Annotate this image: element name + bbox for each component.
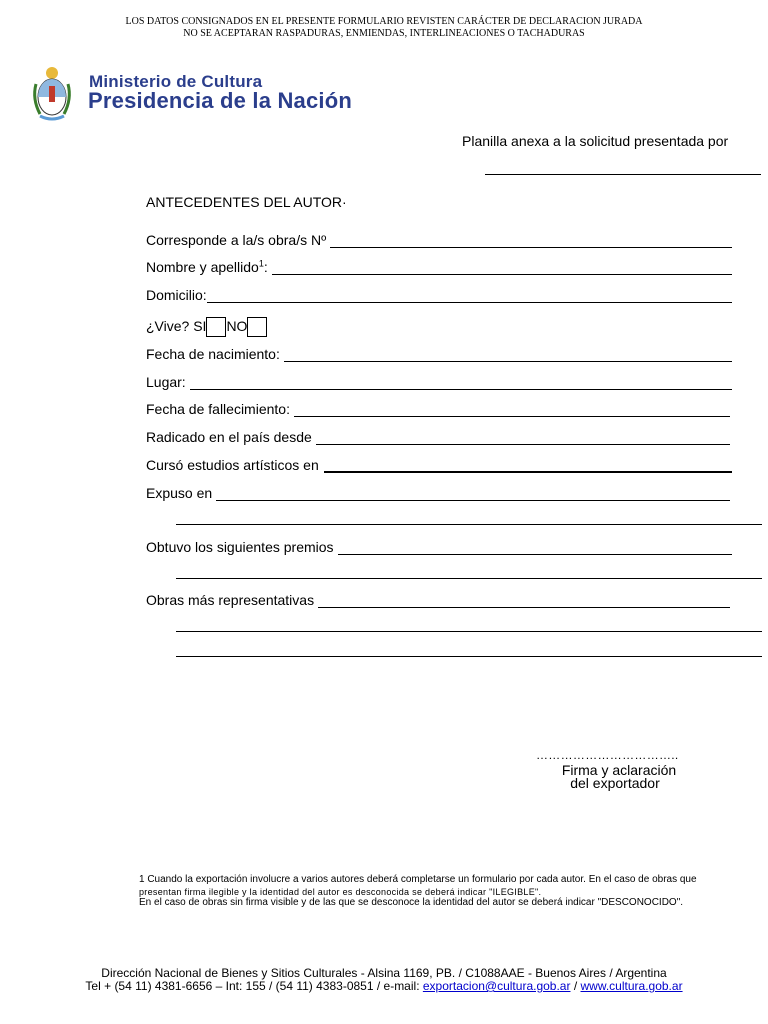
- footnote-line2: presentan firma ilegible y la identidad del autor es desconocida se deberá indicar "ILEGIBLE".: [139, 887, 542, 897]
- domicilio-field[interactable]: [146, 287, 732, 303]
- signature-dots[interactable]: ……………………………..: [536, 748, 679, 762]
- vive-field: [146, 315, 267, 337]
- address-line1: Dirección Nacional de Bienes y Sitios Culturales - Alsina 1169, PB. / C1088AAE - Buenos Aires / Argentina: [101, 966, 667, 980]
- premios-extra-line[interactable]: [176, 578, 762, 579]
- obras-extra-line-2[interactable]: [176, 656, 762, 657]
- logo-presidency-name: Presidencia de la Nación: [88, 88, 353, 113]
- expuso-label: Expuso en: [146, 485, 213, 501]
- obras-input-line[interactable]: [318, 593, 730, 608]
- premios-field[interactable]: [146, 539, 732, 555]
- logo-ministry-name: Ministerio de Cultura: [89, 72, 263, 91]
- nombre-label: Nombre y apellido$^1$:: [146, 258, 268, 275]
- nacimiento-input-line[interactable]: [284, 347, 732, 362]
- expuso-extra-line[interactable]: [176, 524, 762, 525]
- obras-label: Obras más representativas: [146, 592, 315, 608]
- website-link[interactable]: www.cultura.gob.ar: [580, 979, 683, 993]
- obras-field[interactable]: [146, 592, 730, 608]
- address-separator: /: [573, 979, 578, 993]
- planilla-label: Planilla anexa a la solicitud presentada por: [462, 133, 729, 149]
- vive-label: ¿Vive? SI: [146, 318, 207, 334]
- section-title: ANTECEDENTES DEL AUTOR·: [146, 194, 347, 210]
- signature-label-line2: del exportador: [570, 775, 660, 791]
- vive-no-label: NO: [226, 318, 248, 334]
- declaration-notice-line2: NO SE ACEPTARAN RASPADURAS, ENMIENDAS, INTERLINEACIONES O TACHADURAS: [183, 28, 585, 39]
- lugar-label: Lugar:: [146, 374, 186, 390]
- fallecimiento-label: Fecha de fallecimiento:: [146, 401, 290, 417]
- radicado-field[interactable]: [146, 429, 730, 445]
- expuso-input-line[interactable]: [216, 486, 730, 501]
- estudios-input-line[interactable]: [324, 457, 732, 473]
- vive-no-checkbox[interactable]: [247, 317, 267, 337]
- obra-field[interactable]: [146, 232, 732, 248]
- argentina-coat-of-arms-icon: [30, 64, 74, 124]
- nombre-field[interactable]: [146, 259, 732, 275]
- signature-label-line1: Firma y aclaración: [561, 762, 677, 778]
- premios-label: Obtuvo los siguientes premios: [146, 539, 334, 555]
- expuso-field[interactable]: [146, 485, 730, 501]
- nombre-input-line[interactable]: [272, 260, 732, 275]
- nacimiento-field[interactable]: [146, 346, 732, 362]
- nacimiento-label: Fecha de nacimiento:: [146, 346, 280, 362]
- estudios-label: Cursó estudios artísticos en: [146, 457, 319, 473]
- premios-input-line[interactable]: [338, 540, 732, 555]
- fallecimiento-input-line[interactable]: [294, 402, 730, 417]
- obras-extra-line-1[interactable]: [176, 631, 762, 632]
- lugar-field[interactable]: [146, 374, 732, 390]
- vive-si-checkbox[interactable]: [206, 317, 226, 337]
- fallecimiento-field[interactable]: [146, 401, 730, 417]
- radicado-input-line[interactable]: [316, 430, 730, 445]
- email-link[interactable]: exportacion@cultura.gob.ar: [422, 979, 571, 993]
- footnote-line3: En el caso de obras sin firma visible y de las que se desconoce la identidad del autor se deberá indicar "DESCONOCIDO".: [139, 897, 684, 908]
- solicitud-presentada-por-field[interactable]: [485, 174, 761, 175]
- radicado-label: Radicado en el país desde: [146, 429, 312, 445]
- address-phone-text: Tel + (54 11) 4381-6656 – Int: 155 / (54 11) 4383-0851 / e-mail:: [85, 979, 420, 993]
- domicilio-label: Domicilio:: [146, 287, 207, 303]
- obra-input-line[interactable]: [330, 233, 732, 248]
- obra-label: Corresponde a la/s obra/s Nº: [146, 232, 327, 248]
- declaration-notice-line1: LOS DATOS CONSIGNADOS EN EL PRESENTE FORMULARIO REVISTEN CARÁCTER DE DECLARACION JURADA: [125, 16, 643, 27]
- lugar-input-line[interactable]: [190, 375, 732, 390]
- domicilio-input-line[interactable]: [207, 288, 732, 303]
- footnote-line1: 1 Cuando la exportación involucre a varios autores deberá completarse un formulario por cada autor. En el caso de obras que: [139, 874, 697, 885]
- address-line2: [0, 980, 768, 993]
- estudios-field[interactable]: [146, 457, 732, 473]
